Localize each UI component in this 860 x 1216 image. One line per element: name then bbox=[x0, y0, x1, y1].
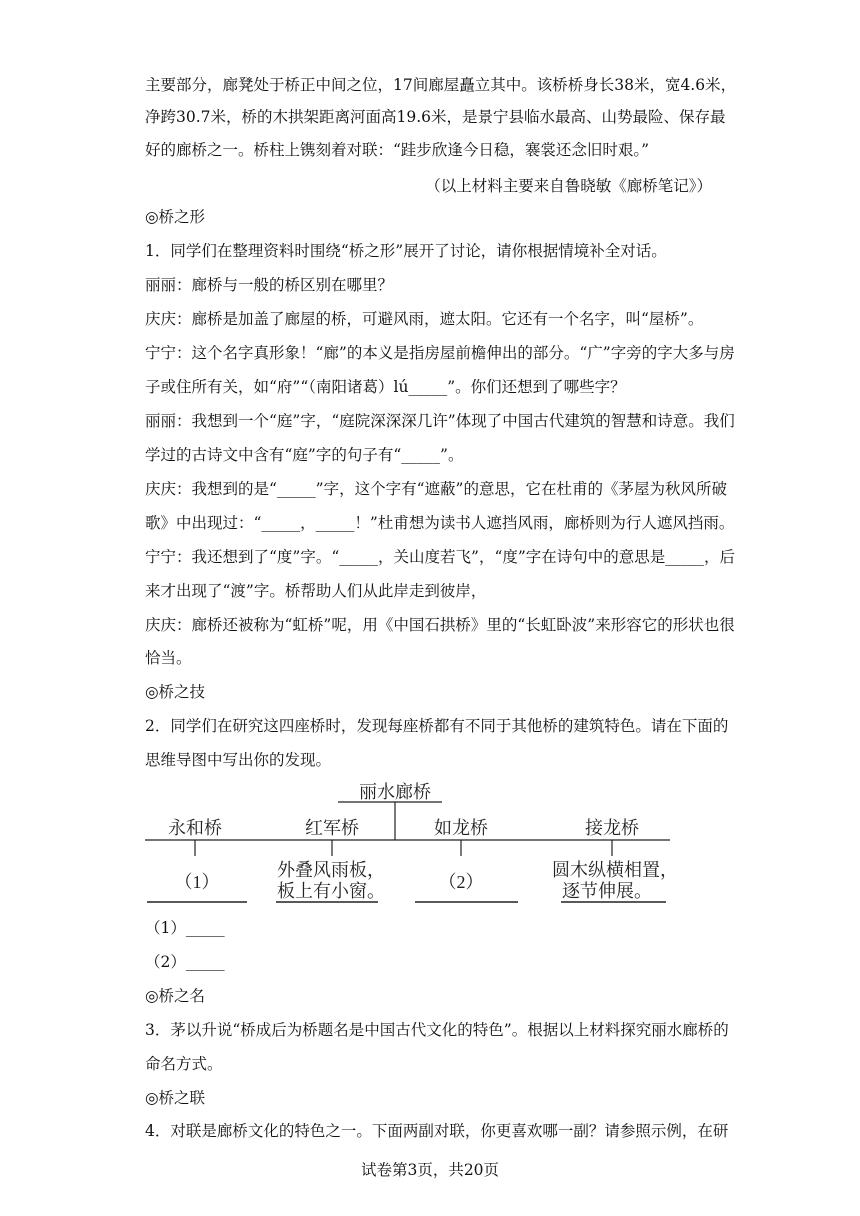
section-heading-name: ◎桥之名 bbox=[145, 987, 206, 1005]
text-line-3: 好的廊桥之一。桥柱上镌刻着对联：“跬步欣逢今日稳，褰裳还念旧时艰。” bbox=[145, 141, 650, 159]
bridge-detail-hongjun-1: 外叠风雨板， bbox=[277, 860, 385, 880]
dialogue-line: 恰当。 bbox=[145, 649, 192, 667]
text-line-1: 主要部分，廊凳处于桥正中间之位，17间廊屋矗立其中。该桥桥身长38米，宽4.6米， bbox=[145, 76, 737, 94]
bridge-detail-hongjun-2: 板上有小窗。 bbox=[277, 881, 385, 901]
dialogue-line: 庆庆：我想到的是“_____”字，这个字有“遮蔽”的意思，它在杜甫的《茅屋为秋风所破 bbox=[145, 480, 727, 498]
question-2-cont: 思维导图中写出你的发现。 bbox=[145, 751, 332, 769]
dialogue-line: 丽丽：廊桥与一般的桥区别在哪里？ bbox=[145, 276, 394, 294]
question-1: 1．同学们在整理资料时围绕“桥之形”展开了讨论，请你根据情境补全对话。 bbox=[145, 242, 667, 260]
section-heading-shape: ◎桥之形 bbox=[145, 208, 206, 226]
dialogue-line: 庆庆：廊桥是加盖了廊屋的桥，可避风雨，遮太阳。它还有一个名字，叫“屋桥”。 bbox=[145, 310, 704, 328]
answer-blank-2[interactable]: （2）_____ bbox=[145, 953, 225, 971]
bridge-detail-jielong-1: 圆木纵横相置， bbox=[552, 860, 678, 880]
dialogue-line: 宁宁：我还想到了“度”字。“_____，关山度若飞”，“度”字在诗句中的意思是_____，后 bbox=[145, 548, 736, 566]
dialogue-line: 来才出现了“渡”字。桥帮助人们从此岸走到彼岸， bbox=[145, 582, 487, 600]
bridge-name-yonghe: 永和桥 bbox=[168, 818, 222, 838]
bridge-name-rulong: 如龙桥 bbox=[434, 818, 488, 838]
bridge-name-hongjun: 红军桥 bbox=[305, 818, 359, 838]
bridge-name-jielong: 接龙桥 bbox=[585, 818, 639, 838]
mindmap-blank-1: （1） bbox=[174, 872, 220, 892]
section-heading-technique: ◎桥之技 bbox=[145, 683, 206, 701]
text-line-2: 净跨30.7米，桥的木拱架距离河面高19.6米，是景宁县临水最高、山势最险、保存最 bbox=[145, 108, 726, 126]
dialogue-line: 丽丽：我想到一个“庭”字，“庭院深深深几许”体现了中国古代建筑的智慧和诗意。我们 bbox=[145, 412, 735, 430]
mindmap-root: 丽水廊桥 bbox=[359, 782, 431, 802]
question-3: 3．茅以升说“桥成后为桥题名是中国古代文化的特色”。根据以上材料探究丽水廊桥的 bbox=[145, 1021, 729, 1039]
dialogue-line: 子或住所有关，如“府”“（南阳诸葛）lú_____”。你们还想到了哪些字？ bbox=[145, 378, 626, 396]
dialogue-line: 宁宁：这个名字真形象！“廊”的本义是指房屋前檐伸出的部分。“广”字旁的字大多与房 bbox=[145, 344, 735, 362]
section-heading-couplet: ◎桥之联 bbox=[145, 1089, 206, 1107]
source-note: （以上材料主要来自鲁晓敏《廊桥笔记》） bbox=[425, 177, 712, 195]
bridge-detail-jielong-2: 逐节伸展。 bbox=[562, 881, 652, 901]
dialogue-line: 歌》中出现过：“_____，_____！”杜甫想为读书人遮挡风雨，廊桥则为行人遮风挡雨。 bbox=[145, 514, 735, 532]
question-4: 4．对联是廊桥文化的特色之一。下面两副对联，你更喜欢哪一副？请参照示例，在研 bbox=[145, 1122, 729, 1140]
page-footer: 试卷第3页，共20页 bbox=[360, 1161, 500, 1179]
dialogue-line: 庆庆：廊桥还被称为“虹桥”呢，用《中国石拱桥》里的“长虹卧波”来形容它的形状也很 bbox=[145, 616, 735, 634]
mind-map bbox=[145, 778, 705, 913]
dialogue-line: 学过的古诗文中含有“庭”字的句子有“_____”。 bbox=[145, 446, 464, 464]
question-3-cont: 命名方式。 bbox=[145, 1055, 223, 1073]
mindmap-blank-2: （2） bbox=[438, 872, 484, 892]
answer-blank-1[interactable]: （1）_____ bbox=[145, 919, 225, 937]
question-2: 2．同学们在研究这四座桥时，发现每座桥都有不同于其他桥的建筑特色。请在下面的 bbox=[145, 717, 729, 735]
